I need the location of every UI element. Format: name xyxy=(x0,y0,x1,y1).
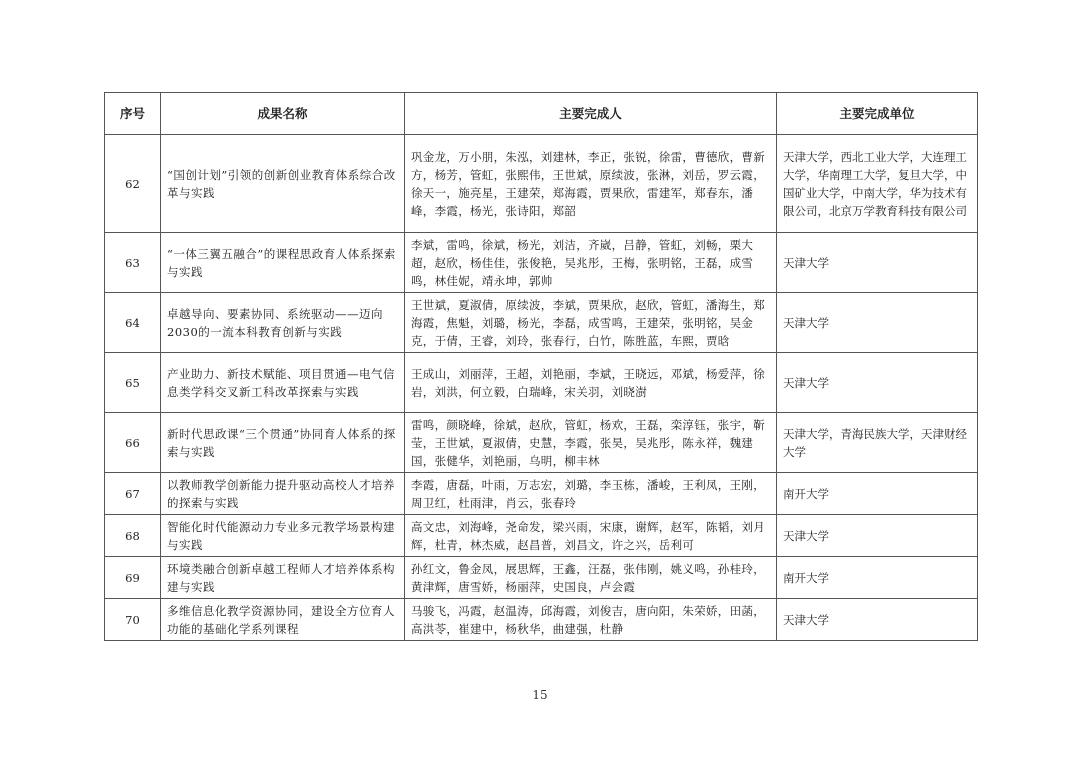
table-row xyxy=(105,515,978,557)
table-row xyxy=(105,557,978,599)
row-index: 69 xyxy=(105,557,161,599)
row-title: 新时代思政课“三个贯通”协同育人体系的探索与实践 xyxy=(161,413,405,473)
row-unit: 南开大学 xyxy=(777,557,978,599)
row-people: 巩金龙，万小朋，朱泓，刘建林，李正，张锐，徐雷，曹德欣，曹新方，杨芳，管虹，张熙伟，王世斌，原续波，张淋，刘岳，罗云霞，徐天一，施亮星，王建荣，郑海霞，贾果欣，雷建军，郑春东，潘峰，李霞，杨光，张诗阳，郑韶 xyxy=(405,135,777,233)
row-unit: 天津大学，西北工业大学，大连理工大学，华南理工大学，复旦大学，中国矿业大学，中南大学，华为技术有限公司，北京万学教育科技有限公司 xyxy=(777,135,978,233)
header-people: 主要完成人 xyxy=(405,93,777,135)
row-title: 以教师教学创新能力提升驱动高校人才培养的探索与实践 xyxy=(161,473,405,515)
row-index: 67 xyxy=(105,473,161,515)
row-people: 王成山，刘丽萍，王超，刘艳丽，李斌，王晓远，邓斌，杨爱萍，徐岩，刘洪，何立毅，白瑞峰，宋关羽，刘晓澍 xyxy=(405,353,777,413)
table-row xyxy=(105,413,978,473)
row-index: 68 xyxy=(105,515,161,557)
row-index: 65 xyxy=(105,353,161,413)
row-people: 王世斌，夏淑倩，原续波，李斌，贾果欣，赵欣，管虹，潘海生，郑海霞，焦魁，刘璐，杨光，李磊，成雪鸣，王建荣，张明铭，吴金克，于倩，王睿，刘玲，张春行，白竹，陈胜蓝，车熙，贾晗 xyxy=(405,293,777,353)
row-unit: 天津大学 xyxy=(777,293,978,353)
row-title: 卓越导向、要素协同、系统驱动——迈向2030的一流本科教育创新与实践 xyxy=(161,293,405,353)
table-row xyxy=(105,233,978,293)
row-index: 64 xyxy=(105,293,161,353)
row-title: 产业助力、新技术赋能、项目贯通—电气信息类学科交叉新工科改革探索与实践 xyxy=(161,353,405,413)
row-index: 63 xyxy=(105,233,161,293)
awards-table xyxy=(104,92,978,641)
row-title: “一体三翼五融合”的课程思政育人体系探索与实践 xyxy=(161,233,405,293)
row-people: 孙红文，鲁金凤，展思辉，王鑫，汪磊，张伟刚，姚义鸣，孙桂玲，黄津辉，唐雪娇，杨丽萍，史国良，卢会霞 xyxy=(405,557,777,599)
row-people: 雷鸣，颜晓峰，徐斌，赵欣，管虹，杨欢，王磊，栾淳钰，张宇，靳莹，王世斌，夏淑倩，史慧，李霞，张昊，吴兆彤，陈永祥，魏建国，张健华，刘艳丽，乌明，柳丰林 xyxy=(405,413,777,473)
table-row xyxy=(105,599,978,641)
row-title: “国创计划”引领的创新创业教育体系综合改革与实践 xyxy=(161,135,405,233)
page-number: 15 xyxy=(532,688,548,702)
table-header-row xyxy=(105,93,978,135)
table-row xyxy=(105,293,978,353)
row-unit: 南开大学 xyxy=(777,473,978,515)
row-people: 李霞，唐磊，叶雨，万志宏，刘璐，李玉栋，潘峻，王利凤，王刚，周卫红，杜雨津，肖云，张春玲 xyxy=(405,473,777,515)
row-title: 智能化时代能源动力专业多元教学场景构建与实践 xyxy=(161,515,405,557)
table-row xyxy=(105,353,978,413)
table-row xyxy=(105,135,978,233)
row-title: 多维信息化教学资源协同，建设全方位育人功能的基础化学系列课程 xyxy=(161,599,405,641)
row-unit: 天津大学，青海民族大学，天津财经大学 xyxy=(777,413,978,473)
row-index: 66 xyxy=(105,413,161,473)
table-row xyxy=(105,473,978,515)
row-index: 62 xyxy=(105,135,161,233)
header-unit: 主要完成单位 xyxy=(777,93,978,135)
row-unit: 天津大学 xyxy=(777,599,978,641)
header-title: 成果名称 xyxy=(161,93,405,135)
header-index: 序号 xyxy=(105,93,161,135)
row-people: 李斌，雷鸣，徐斌，杨光，刘洁，齐崴，吕静，管虹，刘畅，栗大超，赵欣，杨佳佳，张俊艳，吴兆彤，王梅，张明铭，王磊，成雪鸣，林佳妮，靖永坤，郭帅 xyxy=(405,233,777,293)
row-unit: 天津大学 xyxy=(777,515,978,557)
row-people: 高文忠，刘海峰，尧命发，梁兴雨，宋康，谢辉，赵军，陈韬，刘月辉，杜青，林杰威，赵昌普，刘昌文，许之兴，岳利可 xyxy=(405,515,777,557)
row-index: 70 xyxy=(105,599,161,641)
row-people: 马骏飞，冯霞，赵温涛，邱海霞，刘俊吉，唐向阳，朱荣娇，田菡，高洪苓，崔建中，杨秋华，曲建强，杜静 xyxy=(405,599,777,641)
row-title: 环境类融合创新卓越工程师人才培养体系构建与实践 xyxy=(161,557,405,599)
row-unit: 天津大学 xyxy=(777,353,978,413)
row-unit: 天津大学 xyxy=(777,233,978,293)
